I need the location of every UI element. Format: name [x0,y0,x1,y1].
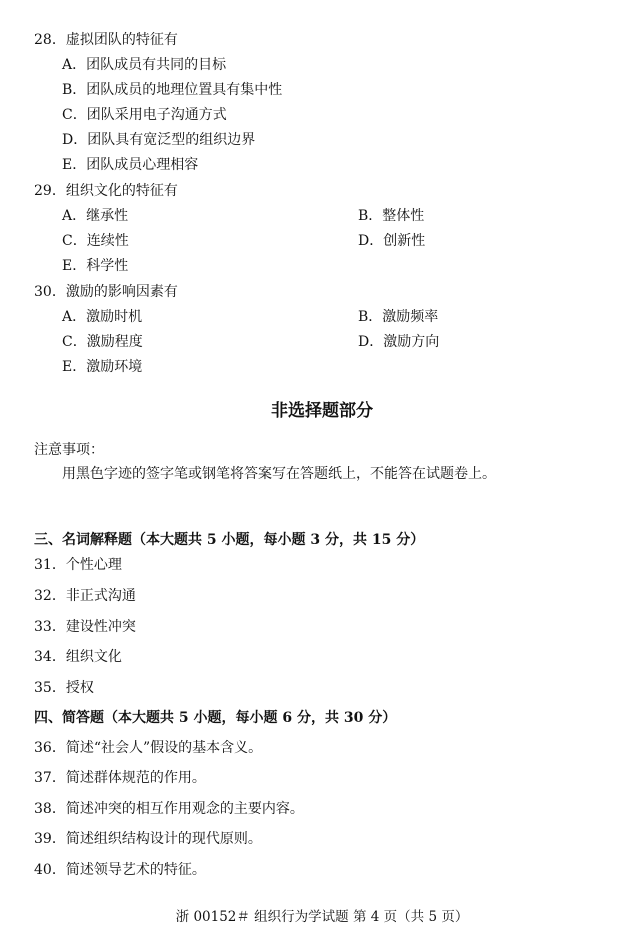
q28-option-d: D．团队具有宽泛型的组织边界 [62,132,256,148]
q29-option-e: E．科学性 [62,258,129,274]
q28-option-c: C．团队采用电子沟通方式 [62,107,227,123]
page-footer: 浙 00152＃ 组织行为学试题 第 4 页（共 5 页） [175,909,469,925]
note-label: 注意事项： [34,442,104,458]
q31: 31．个性心理 [34,557,122,573]
q37: 37．简述群体规范的作用。 [34,770,206,786]
q30-option-b: B．激励频率 [358,309,439,325]
q29-option-b: B．整体性 [358,208,425,224]
q28-option-b: B．团队成员的地理位置具有集中性 [62,82,283,98]
q38: 38．简述冲突的相互作用观念的主要内容。 [34,801,304,817]
q36: 36．简述“社会人”假设的基本含义。 [34,740,263,756]
q30-option-e: E．激励环境 [62,359,143,375]
note-text: 用黑色字迹的签字笔或钢笔将答案写在答题纸上，不能答在试题卷上。 [62,466,496,482]
part3-heading: 三、名词解释题（本大题共 5 小题，每小题 3 分，共 15 分） [34,532,425,548]
section-title-nonchoice: 非选择题部分 [271,401,373,421]
q28-option-a: A．团队成员有共同的目标 [62,57,227,73]
q35: 35．授权 [34,680,94,696]
q30-option-c: C．激励程度 [62,334,143,350]
q29-option-c: C．连续性 [62,233,129,249]
q28-option-e: E．团队成员心理相容 [62,157,199,173]
q29-stem: 29．组织文化的特征有 [34,183,178,199]
q34: 34．组织文化 [34,649,122,665]
q30-option-a: A．激励时机 [62,309,143,325]
q30-stem: 30．激励的影响因素有 [34,284,178,300]
q40: 40．简述领导艺术的特征。 [34,862,206,878]
q32: 32．非正式沟通 [34,588,136,604]
q28-stem: 28．虚拟团队的特征有 [34,32,178,48]
part4-heading: 四、简答题（本大题共 5 小题，每小题 6 分，共 30 分） [34,710,397,726]
q29-option-d: D．创新性 [358,233,426,249]
q39: 39．简述组织结构设计的现代原则。 [34,831,262,847]
q33: 33．建设性冲突 [34,619,136,635]
q30-option-d: D．激励方向 [358,334,440,350]
q29-option-a: A．继承性 [62,208,129,224]
